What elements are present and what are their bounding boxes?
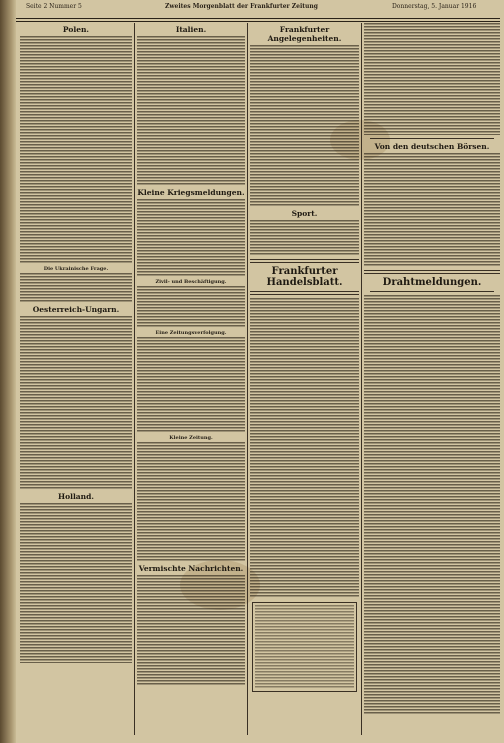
article-text (20, 503, 132, 663)
column-divider (247, 23, 248, 735)
section-heading-ukraine: Die Ukrainische Frage. (43, 266, 109, 272)
issue-date: Donnerstag, 5. Januar 1916 (392, 3, 477, 10)
notice-box (252, 602, 357, 692)
section-rule (370, 138, 494, 139)
page-binding-shadow (0, 0, 16, 743)
article-text (137, 36, 245, 186)
section-heading-angelegenheiten: Frankfurter Angelegenheiten. (267, 25, 342, 43)
article-text (364, 295, 500, 715)
notice-text (255, 605, 354, 689)
article-text (137, 337, 245, 433)
column-2 (137, 23, 245, 737)
article-text (137, 286, 245, 328)
section-heading-polen: Polen. (62, 25, 90, 34)
header-rule (16, 18, 500, 22)
section-rule (250, 259, 359, 263)
article-text (137, 442, 245, 562)
column-1 (20, 23, 132, 737)
section-heading-kleine-zeitung: Kleine Zeitung. (169, 435, 213, 441)
article-text (20, 316, 132, 490)
article-text (250, 220, 359, 256)
section-heading-kriegsmeldungen: Kleine Kriegsmeldungen. (137, 188, 245, 197)
newspaper-title: Zweites Morgenblatt der Frankfurter Zeitung (165, 3, 318, 10)
article-text (137, 575, 245, 685)
section-heading-italien: Italien. (175, 25, 207, 34)
article-text (20, 273, 132, 303)
section-heading-holland: Holland. (58, 492, 94, 501)
page-number: Seite 2 Nummer 5 (26, 3, 82, 10)
section-heading-vermischtes: Vermischte Nachrichten. (138, 564, 244, 573)
article-text (250, 45, 359, 207)
article-text (364, 153, 500, 267)
section-heading-boersen: Von den deutschen Börsen. (374, 142, 490, 151)
section-heading-handelsblatt: Frankfurter Handelsblatt. (266, 266, 343, 288)
article-text (137, 199, 245, 277)
section-heading-beschaeftigung: Zivil- und Beschäftigung. (155, 279, 227, 285)
section-heading-oesterreich: Oesterreich-Ungarn. (32, 305, 120, 314)
section-heading-sport: Sport. (291, 209, 318, 218)
article-text (364, 23, 500, 135)
column-divider (361, 23, 362, 735)
section-rule (370, 291, 494, 292)
section-rule (250, 291, 359, 295)
column-4 (364, 23, 500, 737)
section-rule (364, 270, 500, 274)
article-text (250, 298, 359, 598)
article-text (20, 36, 132, 264)
section-heading-drahtmeldungen: Drahtmeldungen. (382, 277, 482, 288)
column-divider (134, 23, 135, 735)
column-3 (250, 23, 359, 737)
section-heading-zeitungsverbot: Eine Zeitungsverfolgung. (155, 330, 227, 336)
